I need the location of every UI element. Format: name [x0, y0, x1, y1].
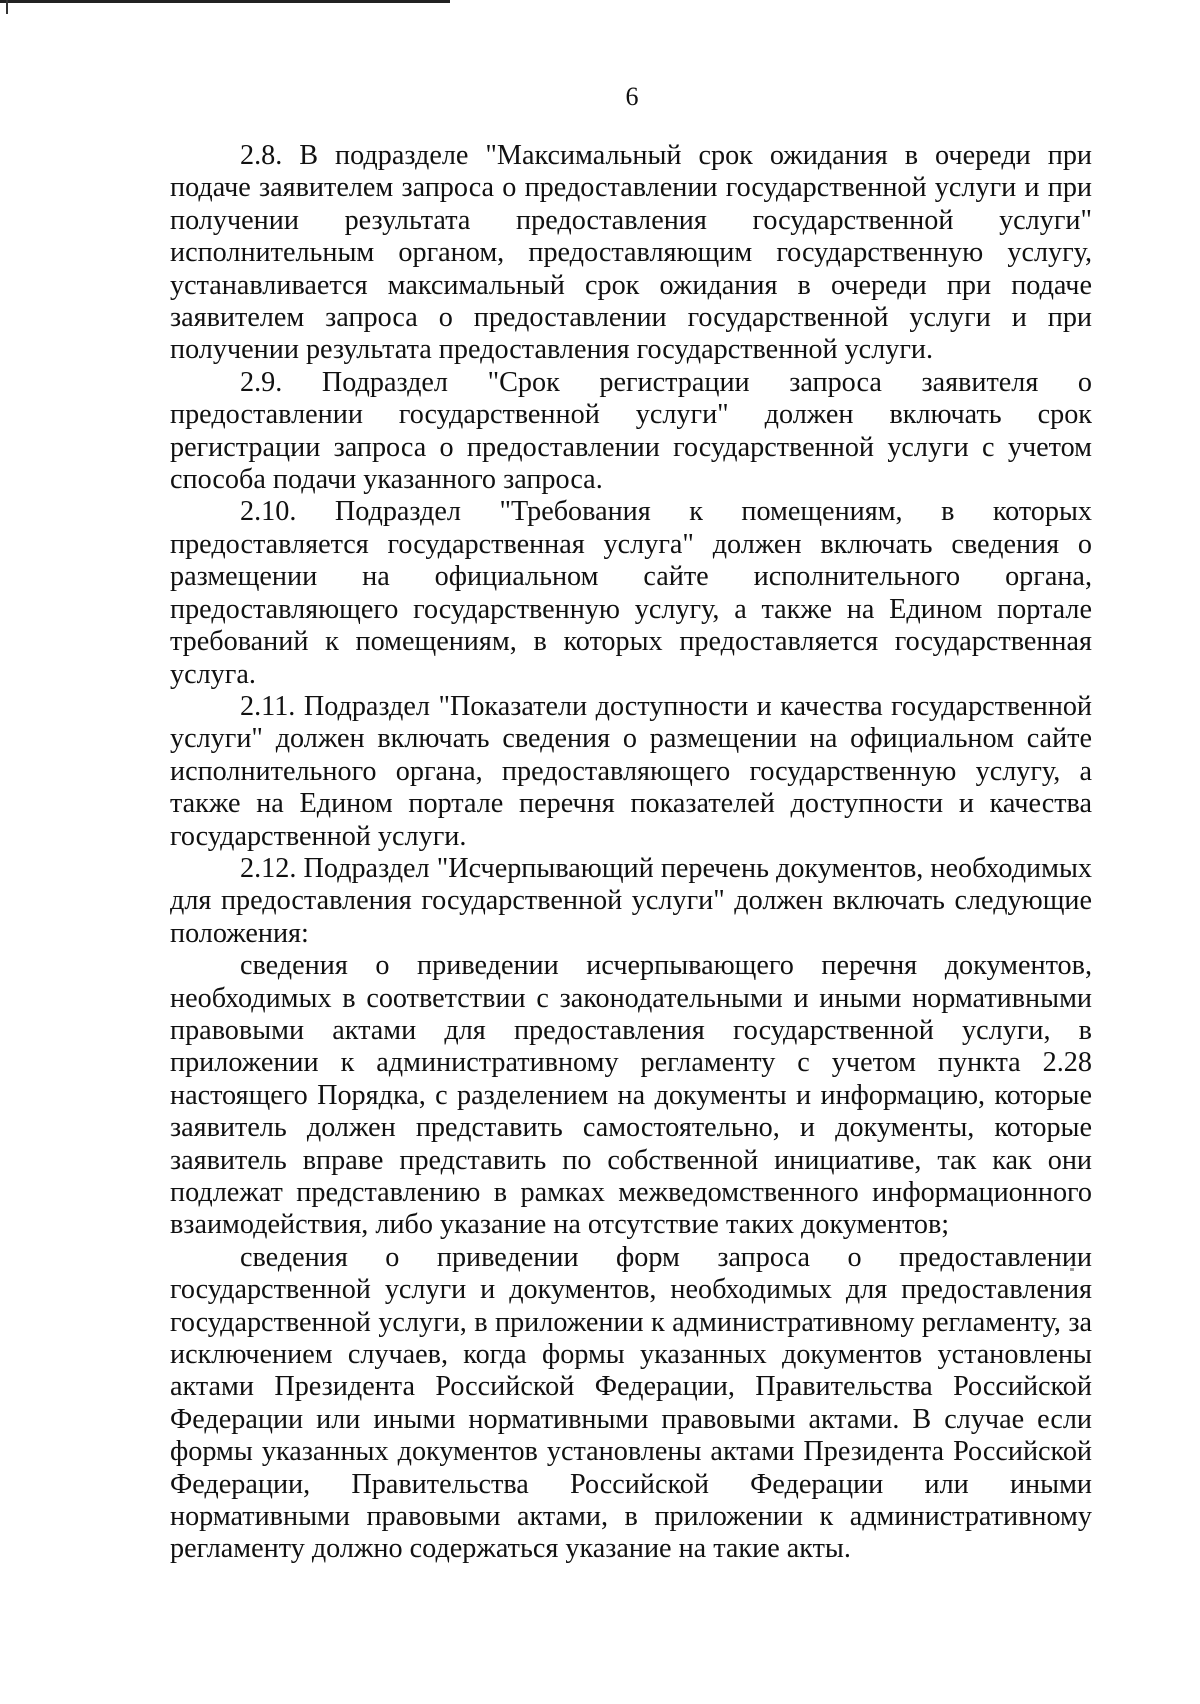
paragraph-2-10: 2.10. Подраздел "Требования к помещениям, в которых предоставляется государственная услуга" должен включать сведения о размещении на официальном сайте исполнительного органа, предоставляющего государственную услугу, а также на Едином портале требований к помещениям, в которых предоставляется государственная услуга. [170, 496, 1092, 690]
paragraph-2-8: 2.8. В подразделе "Максимальный срок ожидания в очереди при подаче заявителем запроса о предоставлении государственной услуги и при получении результата предоставления государственной услуги" исполнительным органом, предоставляющим государственную услугу, устанавливается максимальный срок ожидания в очереди при подаче заявителем запроса о предоставлении государственной услуги и при получении результата предоставления государственной услуги. [170, 140, 1092, 366]
paragraph-2-12: 2.12. Подраздел "Исчерпывающий перечень документов, необходимых для предоставления государственной услуги" должен включать следующие положения: [170, 852, 1092, 949]
paragraph-2-11: 2.11. Подраздел "Показатели доступности и качества государственной услуги" должен включать сведения о размещении на официальном сайте исполнительного органа, предоставляющего государственную услугу, а также на Едином портале перечня показателей доступности и качества государственной услуги. [170, 690, 1092, 852]
paragraph-2-12-item-request-forms: сведения о приведении форм запроса о предоставлении государственной услуги и документов, необходимых для предоставления государственной услуги, в приложении к административному регламенту, за исключением случаев, когда формы указанных документов установлены актами Президента Российской Федерации, Правительства Российской Федерации или иными нормативными правовыми актами. В случае если формы указанных документов установлены актами Президента Российской Федерации, Правительства Российской Федерации или иными нормативными правовыми актами, в приложении к административному регламенту должно содержаться указание на такие акты. [170, 1241, 1092, 1565]
scan-edge-top [0, 0, 450, 3]
paragraph-2-12-item-documents-list: сведения о приведении исчерпывающего перечня документов, необходимых в соответствии с законодательными и иными нормативными правовыми актами для предоставления государственной услуги, в приложении к административному регламенту с учетом пункта 2.28 настоящего Порядка, с разделением на документы и информацию, которые заявитель должен представить самостоятельно, и документы, которые заявитель вправе представить по собственной инициативе, так как они подлежат представлению в рамках межведомственного информационного взаимодействия, либо указание на отсутствие таких документов; [170, 950, 1092, 1241]
document-body [170, 140, 1092, 1566]
scan-edge-left [6, 0, 8, 14]
paragraph-2-9: 2.9. Подраздел "Срок регистрации запроса заявителя о предоставлении государственной услуги" должен включать срок регистрации запроса о предоставлении государственной услуги с учетом способа подачи указанного запроса. [170, 366, 1092, 496]
page-number: 6 [625, 82, 639, 111]
